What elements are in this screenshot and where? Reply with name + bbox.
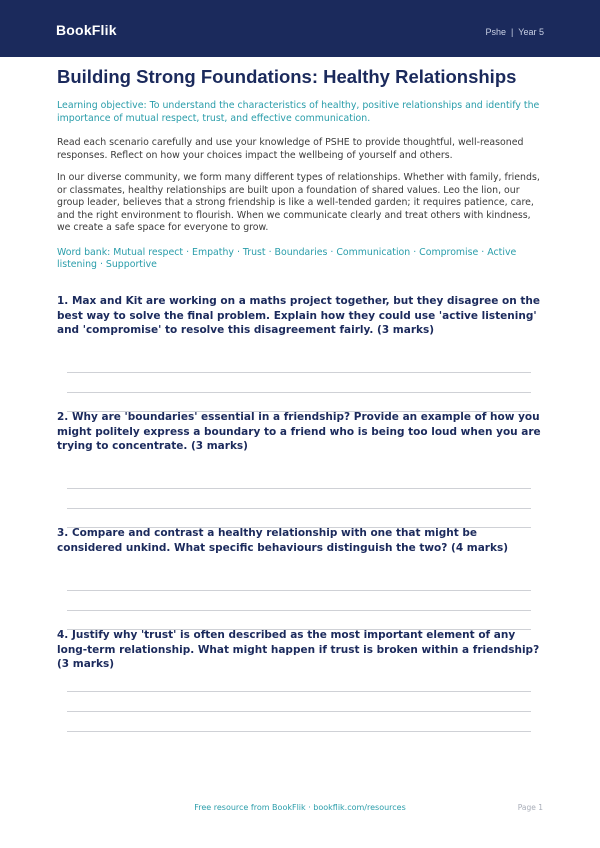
answer-line[interactable] <box>67 731 531 732</box>
learning-objective: Learning objective: To understand the characteristics of healthy, positive relationships and identify the importance of mutual respect, trust, and effective communication. <box>57 100 540 124</box>
passage-text: In our diverse community, we form many different types of relationships. Whether with family, friends, or classmates, healthy relationships are built upon a foundation of shared values. Leo the lion, our group leader, believes that a strong friendship is like a well-tended garden; it requires patience, care, and the right environment to flourish. When we communicate clearly and treat others with kindness, we create a safe space for everyone to grow. <box>57 172 540 233</box>
answer-line[interactable] <box>67 488 531 489</box>
answer-line[interactable] <box>67 691 531 692</box>
footer-credit[interactable]: Free resource from BookFlik · bookflik.com/resources <box>194 803 406 812</box>
answer-line[interactable] <box>67 711 531 712</box>
answer-line[interactable] <box>67 610 531 611</box>
answer-line[interactable] <box>67 392 531 393</box>
meta-separator: | <box>510 27 514 37</box>
instructions-text: Read each scenario carefully and use your knowledge of PSHE to provide thoughtful, well-reasoned responses. Reflect on how your choices impact the wellbeing of yourself and others. <box>57 137 524 161</box>
brand-logo: BookFlik <box>56 22 117 38</box>
page-title: Building Strong Foundations: Healthy Relationships <box>57 66 517 87</box>
subject-label: Pshe <box>485 27 506 37</box>
question-1: 1. Max and Kit are working on a maths project together, but they disagree on the best way to solve the final problem. Explain how they could use 'active listening' and 'compromise' to resolve this disagreement fairly. (3 marks) <box>57 295 541 336</box>
answer-line[interactable] <box>67 590 531 591</box>
page-number: Page 1 <box>517 803 543 812</box>
question-4: 4. Justify why 'trust' is often described as the most important element of any long-term relationship. What might happen if trust is broken within a friendship? (3 marks) <box>57 629 540 670</box>
question-2: 2. Why are 'boundaries' essential in a friendship? Provide an example of how you might politely express a boundary to a friend who is being too loud when you are trying to concentrate. (3 marks) <box>57 411 541 452</box>
subject-year <box>485 27 544 37</box>
answer-line[interactable] <box>67 372 531 373</box>
year-label: Year 5 <box>518 27 544 37</box>
word-bank: Word bank: Mutual respect · Empathy · Trust · Boundaries · Communication · Compromise · Active listening · Supportive <box>57 246 517 270</box>
intro-section <box>57 64 543 272</box>
answer-line[interactable] <box>67 508 531 509</box>
header-bar <box>0 0 600 57</box>
question-3: 3. Compare and contrast a healthy relationship with one that might be considered unkind. What specific behaviours distinguish the two? (4 marks) <box>57 527 509 554</box>
